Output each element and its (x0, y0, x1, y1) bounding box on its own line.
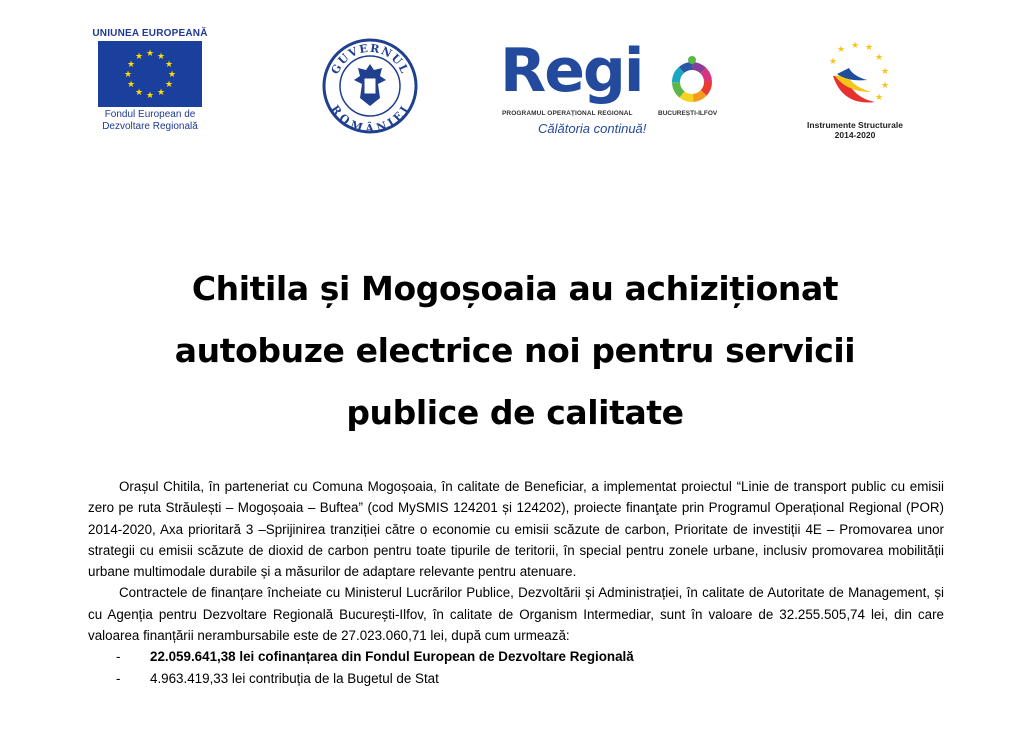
svg-text:★: ★ (836, 45, 846, 55)
svg-text:★: ★ (145, 91, 155, 101)
svg-text:★: ★ (864, 43, 874, 53)
eu-logo (92, 28, 208, 133)
svg-text:★: ★ (874, 53, 884, 63)
instrumente-structurale-icon (813, 36, 897, 120)
svg-text:★: ★ (134, 52, 144, 62)
list-item: - 4.963.419,33 lei contribuția de la Bugetul de Stat (116, 670, 439, 686)
svg-text:★: ★ (156, 52, 166, 62)
svg-text:★: ★ (145, 49, 155, 59)
document-title (100, 258, 930, 444)
logo-header (0, 0, 1024, 170)
svg-text:★: ★ (134, 88, 144, 98)
government-seal-icon (322, 38, 418, 134)
svg-text:★: ★ (167, 70, 177, 80)
instrumente-structurale-logo (800, 36, 910, 140)
svg-text:★: ★ (126, 60, 136, 70)
svg-text:★: ★ (156, 88, 166, 98)
instrumente-years: 2014-2020 (834, 130, 876, 140)
regio-program-line: PROGRAMUL OPERAȚIONAL REGIONAL (502, 110, 633, 117)
svg-text:★: ★ (164, 80, 174, 90)
title-line-1: Chitila și Mogoșoaia au achiziționat (191, 269, 839, 308)
svg-text:★: ★ (880, 81, 890, 91)
svg-text:★: ★ (126, 80, 136, 90)
svg-text:★: ★ (850, 41, 860, 51)
svg-text:★: ★ (880, 67, 890, 77)
list-item: - 22.059.641,38 lei cofinanțarea din Fondul European de Dezvoltare Regională (116, 649, 634, 665)
svg-text:★: ★ (828, 57, 838, 67)
paragraph-project-description: Orașul Chitila, în parteneriat cu Comuna Mogoșoaia, în calitate de Beneficiar, a implementat proiectul “Linie de transport public cu emisii zero pe ruta Străulești – Mogoșoaia – Buftea” (cod MySMIS 124201 și 124202), proiecte finanţate prin Programul Operațional Regional (POR) 2014-2020, Axa prioritară 3 –Sprijinirea tranziției către o economie cu emisii scăzute de carbon, Prioritate de investiții 4E – Promovarea unor strategii cu emisii scăzute de dioxid de carbon pentru toate tipurile de teritorii, în special pentru zonele urbane, inclusiv promovarea mobilității urbane multimodale durabile și a măsurilor de adaptare relevante pentru atenuare. (88, 479, 944, 580)
eu-logo-title: UNIUNEA EUROPEANĂ (92, 28, 208, 39)
regio-color-wheel-icon (668, 54, 716, 102)
list-item-text: 4.963.419,33 lei contribuția de la Bugetul de Stat (150, 670, 439, 686)
eu-logo-subtitle-2: Dezvoltare Regională (102, 121, 198, 132)
svg-text:★: ★ (874, 93, 884, 103)
document-body (88, 476, 944, 689)
seal-text-top: GUVERNUL (328, 41, 412, 77)
regio-slogan: Călătoria continuă! (538, 121, 647, 136)
svg-text:★: ★ (164, 60, 174, 70)
paragraph-financing-contracts: Contractele de finanțare încheiate cu Ministerul Lucrărilor Publice, Dezvoltării și Administrației, în calitate de Autoritate de Management, și cu Agenția pentru Dezvoltare Regională București-Ilfov, în calitate de Organism Intermediar, sunt în valoare de 32.255.505,74 lei, din care valoarea finanțării nerambursabile este de 27.023.060,71 lei, după cum urmează: (88, 585, 944, 644)
svg-text:★: ★ (123, 70, 133, 80)
list-item-text: 22.059.641,38 lei cofinanțarea din Fondul European de Dezvoltare Regională (150, 649, 634, 665)
regio-logo (500, 36, 720, 142)
instrumente-title: Instrumente Structurale (807, 120, 903, 130)
eu-logo-subtitle-1: Fondul European de (104, 109, 196, 120)
regio-region-line: BUCUREȘTI-ILFOV (658, 110, 718, 117)
title-line-3: publice de calitate (346, 393, 684, 432)
financing-breakdown-list (88, 646, 944, 689)
seal-text-bottom: ROMÂNIEI (328, 102, 412, 134)
title-line-2: autobuze electrice noi pentru servicii (174, 331, 856, 370)
regio-wordmark: Regi (500, 36, 643, 106)
eu-flag-icon (98, 41, 202, 107)
